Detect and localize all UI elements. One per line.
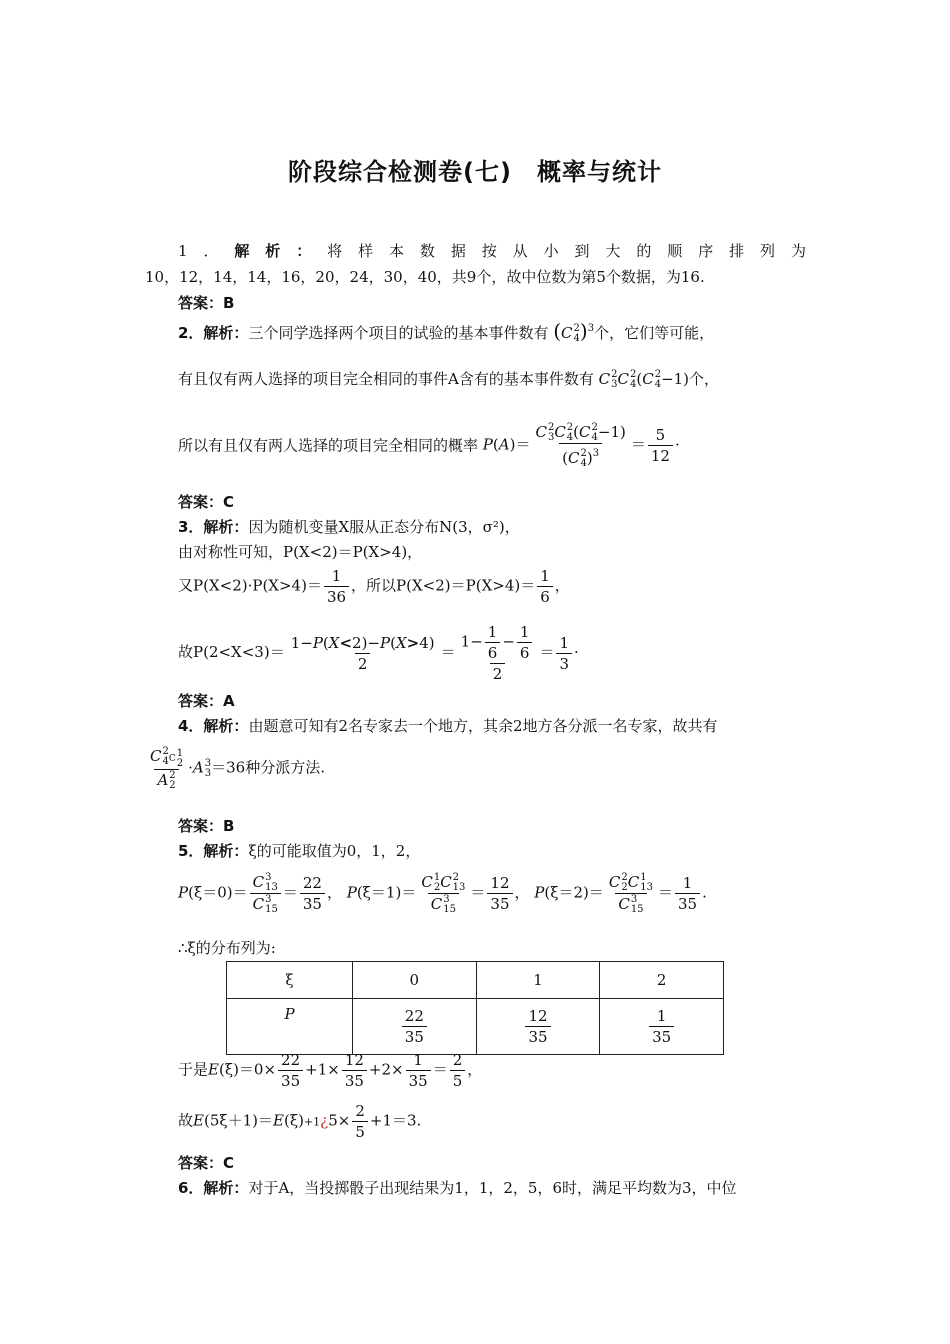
q5-line1: 5．解析：ξ的可能取值为0，1，2， (178, 842, 421, 860)
q1-token: 的 (636, 242, 652, 260)
q1-token: 析 (265, 242, 281, 260)
table-header-cell: 2 (600, 962, 724, 999)
q1-token: 小 (543, 242, 559, 260)
q1-token: ： (296, 242, 312, 260)
table-cell: P (227, 999, 353, 1055)
q3-line1: 3．解析：因为随机变量X服从正态分布N(3，σ²)， (178, 518, 520, 536)
table-header-cell: ξ (227, 962, 353, 999)
table-header-row (227, 962, 724, 999)
q5-final: 故E(5ξ＋1)＝E(ξ)+1¿5× $\frac{2}{5}$ +1＝3. (178, 1102, 422, 1141)
q6-line1: 6．解析：对于A，当投掷骰子出现结果为1，1，2，5，6时，满足平均数为3，中位 (178, 1179, 737, 1197)
table-cell: $\frac{22}{35}$ (353, 999, 477, 1055)
q1-token: 顺 (667, 242, 683, 260)
q3-line3: 又P(X<2)·P(X>4)＝ $\frac{1}{36}$ ，所以P(X<2)＝P(X>4)＝ $\frac{1}{6}$ ， (178, 567, 570, 606)
q2-prob-fraction: C 2 3 C 2 4 (C 2 4 −1) (C 2 4 )$^3$ (535, 422, 626, 469)
q5-expectation: 于是E(ξ)＝0× $\frac{22}{35}$ +1× $\frac{12}{35}$ +2× $\frac{1}{35}$ ＝ $\frac{2}{5}$ ， (178, 1051, 483, 1090)
q1-token: 从 (512, 242, 528, 260)
q2-line3: 所以有且仅有两人选择的项目完全相同的概率 P(A)＝ C 2 3 C 2 4 (C 2 4 −1) (C 2 4 )$^3$ ＝ $\frac{5}{12}$ · (178, 422, 680, 469)
q5-dist-title: ∴ξ的分布列为: (178, 939, 276, 957)
q1-token: ． (203, 242, 219, 260)
q1-answer: 答案：B (178, 294, 235, 312)
distribution-table (226, 961, 724, 1055)
q1-token: 为 (790, 242, 806, 260)
q2-line2: 有且仅有两人选择的项目完全相同的事件A含有的基本事件数有 C 2 3 C 2 4 (C 2 4 −1)个， (178, 369, 720, 390)
q1-token: 按 (481, 242, 497, 260)
q1-token: 列 (760, 242, 776, 260)
q4-line2: C 2 4 C 1 2 A 2 2 ·A 3 3 ＝36种分派方法. (150, 746, 325, 791)
q1-line2: 10，12，14，14，16，20，24，30，40，共9个，故中位数为第5个数据，为16. (145, 268, 705, 286)
q3-line4: 故P(2<X<3)＝ $\frac{1-P(X<2)-P(X>4)}{2}$ ＝ 1− $\frac{1}{6}$ − $\frac{1}{6}$ 2 ＝ $\frac{1}{3}$ · (178, 623, 579, 683)
q2-answer: 答案：C (178, 493, 235, 511)
q1-token: 解 (234, 242, 250, 260)
q5-probabilities: P(ξ＝0)＝ C 3 13 C 3 15 ＝ $\frac{22}{35}$ ， P(ξ＝1)＝ C 1 2 C 2 13 C 3 15 ＝ $\frac{12}{35}$ ， P(ξ＝2)＝ C 2 2 C 1 13 C 3 15 ＝ $\frac{1}{35}$ . (178, 872, 707, 915)
q1-token: 1 (178, 242, 188, 260)
q1-token: 序 (698, 242, 714, 260)
q1-token: 本 (388, 242, 404, 260)
q4-answer: 答案：B (178, 817, 235, 835)
q1-token: 将 (327, 242, 343, 260)
q1-token: 排 (729, 242, 745, 260)
q2-line1: 2．解析：三个同学选择两个项目的试验的基本事件数有 (C 2 4 )$^3$个，它们等可能， (178, 319, 715, 344)
table-row (227, 999, 724, 1055)
table-cell: $\frac{1}{35}$ (600, 999, 724, 1055)
q1-token: 样 (358, 242, 374, 260)
table-header-cell: 1 (476, 962, 600, 999)
q5-answer: 答案：C (178, 1154, 235, 1172)
q1-line1 (178, 240, 806, 262)
q1-token: 到 (574, 242, 590, 260)
q1-token: 数 (419, 242, 435, 260)
table-cell: $\frac{12}{35}$ (476, 999, 600, 1055)
q3-prob-fraction: $\frac{1-P(X<2)-P(X>4)}{2}$ (290, 633, 435, 673)
table-header-cell: 0 (353, 962, 477, 999)
q3-answer: 答案：A (178, 692, 235, 710)
q4-line1: 4．解析：由题意可知有2名专家去一个地方，其余2地方各分派一名专家，故共有 (178, 717, 718, 735)
page-title: 阶段综合检测卷(七) 概率与统计 (288, 158, 662, 186)
q1-token: 据 (450, 242, 466, 260)
q3-line2: 由对称性可知，P(X<2)＝P(X>4)， (178, 543, 423, 561)
q1-token: 大 (605, 242, 621, 260)
